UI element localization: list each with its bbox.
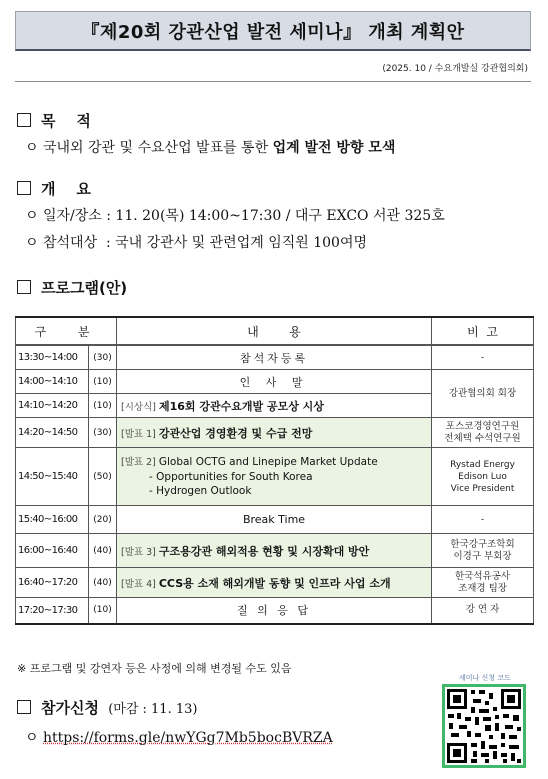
section-purpose-heading: 목 적 (17, 110, 91, 131)
row-time: 14:20~14:50 (16, 418, 89, 448)
purpose-bullet: ㅇ 국내외 강관 및 수요산업 발표를 통한 업계 발전 방향 모색 (25, 137, 395, 157)
program-table (15, 316, 534, 625)
row-note: Rystad Energy Edison Luo Vice President (432, 448, 534, 506)
row-content: [발표 3] 구조용강관 해외적용 현황 및 시장확대 방안 (117, 534, 432, 568)
document-title-box (15, 11, 531, 51)
section-apply-heading: 참가신청 (마감 : 11. 13) (17, 697, 197, 718)
row-time: 14:10~14:20 (16, 394, 89, 418)
row-note: 한국강구조학회 이경구 부회장 (432, 534, 534, 568)
row-duration: (10) (89, 394, 117, 418)
table-row (16, 534, 534, 568)
row-duration: (30) (89, 345, 117, 370)
overview-bullet-date-venue: ㅇ 일자/장소 : 11. 20(목) 14:00~17:30 / 대구 EXCO 서관 325호 (25, 205, 445, 225)
table-header-row (16, 317, 534, 345)
header-category: 구 분 (16, 317, 117, 345)
qr-code[interactable] (442, 684, 526, 768)
footnote: ※ 프로그램 및 강연자 등은 사정에 의해 변경될 수도 있음 (17, 662, 292, 675)
table-row (16, 345, 534, 370)
bullet-icon: ㅇ (25, 235, 39, 251)
row-content: [발표 2] Global OCTG and Linepipe Market Update - Opportunities for South Korea - Hydrogen Outlook (117, 448, 432, 506)
checkbox-square-icon (17, 181, 31, 195)
row-duration: (40) (89, 534, 117, 568)
row-time: 17:20~17:30 (16, 598, 89, 624)
row-duration: (10) (89, 598, 117, 624)
row-content: 질 의 응 답 (117, 598, 432, 624)
row-duration: (20) (89, 506, 117, 534)
qr-code-icon (445, 687, 523, 765)
table-row (16, 370, 534, 394)
row-content: 참석자등록 (117, 345, 432, 370)
table-row (16, 448, 534, 506)
row-duration: (50) (89, 448, 117, 506)
row-time: 13:30~14:00 (16, 345, 89, 370)
checkbox-square-icon (17, 113, 31, 127)
table-row (16, 418, 534, 448)
row-note: 강 연 자 (432, 598, 534, 624)
document-title: 『제20회 강관산업 발전 세미나』 개최 계획안 (81, 21, 465, 43)
row-note: - (432, 506, 534, 534)
table-row (16, 598, 534, 624)
row-content: [시상식] 제16회 강관수요개발 공모상 시상 (117, 394, 432, 418)
bullet-icon: ㅇ (25, 208, 39, 224)
divider (15, 81, 531, 82)
application-form-link[interactable]: https://forms.gle/nwYGg7Mb5bocBVRZA (43, 730, 333, 746)
row-content: 인 사 말 (117, 370, 432, 394)
row-content: [발표 1] 강관산업 경영환경 및 수급 전망 (117, 418, 432, 448)
row-time: 14:50~15:40 (16, 448, 89, 506)
row-duration: (10) (89, 370, 117, 394)
qr-code-label: 세미나 신청 코드 (459, 674, 511, 682)
section-overview-heading: 개 요 (17, 178, 91, 199)
bullet-icon: ㅇ (25, 730, 39, 746)
row-content: Break Time (117, 506, 432, 534)
apply-deadline: (마감 : 11. 13) (108, 702, 198, 717)
row-duration: (30) (89, 418, 117, 448)
row-duration: (40) (89, 568, 117, 598)
table-row (16, 506, 534, 534)
row-time: 16:40~17:20 (16, 568, 89, 598)
header-remarks: 비 고 (432, 317, 534, 345)
bullet-icon: ㅇ (25, 140, 39, 156)
apply-bullet (25, 727, 333, 747)
header-content: 내 용 (117, 317, 432, 345)
row-content: [발표 4] CCS용 소재 해외개발 동향 및 인프라 사업 소개 (117, 568, 432, 598)
row-time: 14:00~14:10 (16, 370, 89, 394)
row-note: 강관협의회 회장 (432, 370, 534, 418)
row-note: - (432, 345, 534, 370)
overview-bullet-attendees: ㅇ 참석대상 : 국내 강관사 및 관련업계 임직원 100여명 (25, 232, 367, 252)
row-note: 포스코경영연구원 전체택 수석연구원 (432, 418, 534, 448)
row-time: 16:00~16:40 (16, 534, 89, 568)
section-program-heading: 프로그램(안) (17, 277, 127, 298)
checkbox-square-icon (17, 700, 31, 714)
row-time: 15:40~16:00 (16, 506, 89, 534)
row-note: 한국석유공사 조재경 팀장 (432, 568, 534, 598)
table-row (16, 568, 534, 598)
checkbox-square-icon (17, 280, 31, 294)
document-subtitle: (2025. 10 / 수요개발실 강관협의회) (382, 64, 528, 74)
